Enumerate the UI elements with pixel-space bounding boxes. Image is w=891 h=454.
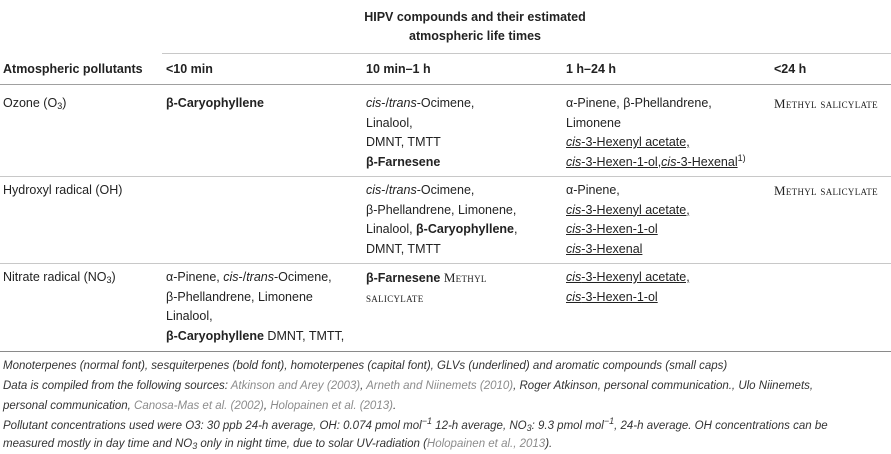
row-ozone-10min-1h-line1: cis-/trans-Ocimene, bbox=[366, 96, 475, 110]
row-oh-10min-1h-line4: DMNT, TMTT bbox=[366, 241, 441, 256]
footnote-legend: Monoterpenes (normal font), sesquiterpenes (bold font), homoterpenes (capital font), GLVs (underlined) and aromatic compounds (small caps) bbox=[3, 360, 728, 372]
row-no3-lt10min-line4: β-Caryophyllene DMNT, TMTT, bbox=[166, 328, 345, 343]
row-no3-10min-1h-line1: β-Farnesene Methyl bbox=[366, 270, 487, 285]
ref-holopainen-2013[interactable]: Holopainen et al. (2013) bbox=[270, 400, 393, 412]
row-ozone-10min-1h-line3: DMNT, TMTT bbox=[366, 135, 441, 149]
header-group-line2: atmospheric life times bbox=[409, 29, 541, 43]
row-oh-10min-1h-line3: Linalool, β-Caryophyllene, bbox=[366, 222, 518, 236]
ref-arneth-niinemets[interactable]: Arneth and Niinemets (2010) bbox=[366, 380, 514, 392]
header-bottom-rule bbox=[0, 84, 891, 85]
ref-holopainen-2013b[interactable]: Holopainen et al., 2013 bbox=[426, 438, 546, 450]
col-header-gt24h: <24 h bbox=[774, 62, 807, 76]
ref-canosa-mas[interactable]: Canosa-Mas et al. (2002) bbox=[134, 400, 264, 412]
row-ozone-pollutant: Ozone $(O_3)$ bbox=[3, 96, 67, 111]
row-ozone-10min-1h-line4: β-Farnesene bbox=[366, 154, 441, 169]
col-header-1h-24h: 1 h–24 h bbox=[566, 62, 617, 76]
row-ozone-lt10min: β-Caryophyllene bbox=[166, 96, 264, 110]
header-group-line1: HIPV compounds and their estimated bbox=[364, 10, 586, 24]
row-no3-10min-1h-line2: salicylate bbox=[366, 289, 424, 305]
row-oh-10min-1h-line1: cis-/trans-Ocimene, bbox=[366, 183, 475, 197]
row-oh-1h-24h-line2: cis-3-Hexenyl acetate, bbox=[566, 202, 690, 217]
row-ozone-gt24h: Methyl salicylate bbox=[774, 96, 878, 111]
col-header-lt10min: <10 min bbox=[166, 62, 213, 76]
header-group-title bbox=[285, 9, 665, 45]
row-ozone-1h-24h-line3: cis-3-Hexenyl acetate, bbox=[566, 135, 690, 149]
col-header-10min-1h: 10 min–1 h bbox=[366, 62, 431, 76]
row-no3-pollutant: Nitrate radical $(NO_3)$ bbox=[3, 270, 116, 285]
row-no3-1h-24h-line2: cis-3-Hexen-1-ol bbox=[566, 289, 658, 304]
row-oh-rule bbox=[0, 263, 891, 264]
row-ozone-1h-24h-line4: cis-3-Hexen-1-ol,cis-3-Hexenal$^{1)}$ bbox=[566, 152, 746, 169]
footnote-sources-line2: personal communication, Canosa-Mas et al. (2002), Holopainen et al. (2013). bbox=[3, 400, 397, 412]
row-oh-1h-24h-line1: α-Pinene, bbox=[566, 183, 620, 197]
table-bottom-rule bbox=[0, 351, 891, 352]
footnote-concentrations-line1: Pollutant concentrations used were O3: 30 ppb 24-h average, OH: 0.074 pmol mol$^{-1}$ 12-h average, $NO_3$: 9.3 pmol mol$^{-1}$, 24-h average. OH concentrations can be bbox=[3, 416, 828, 433]
row-no3-lt10min-line1: α-Pinene, cis-/trans-Ocimene, bbox=[166, 270, 332, 284]
row-oh-10min-1h-line2: β-Phellandrene, Limonene, bbox=[366, 202, 517, 217]
col-header-pollutant: Atmospheric pollutants bbox=[3, 62, 143, 76]
row-ozone-1h-24h-line2: Limonene bbox=[566, 115, 621, 130]
row-oh-pollutant: Hydroxyl radical (OH) bbox=[3, 183, 123, 197]
row-no3-lt10min-line2: β-Phellandrene, Limonene bbox=[166, 289, 313, 304]
row-no3-lt10min-line3: Linalool, bbox=[166, 309, 213, 323]
row-oh-gt24h: Methyl salicylate bbox=[774, 183, 878, 198]
row-ozone-10min-1h-line2: Linalool, bbox=[366, 115, 413, 130]
row-no3-1h-24h-line1: cis-3-Hexenyl acetate, bbox=[566, 270, 690, 284]
header-group-rule bbox=[162, 53, 891, 54]
row-ozone-1h-24h-line1: α-Pinene, β-Phellandrene, bbox=[566, 96, 712, 110]
ref-atkinson-arey[interactable]: Atkinson and Arey (2003) bbox=[230, 380, 361, 392]
row-oh-1h-24h-line4: cis-3-Hexenal bbox=[566, 241, 643, 256]
footnote-concentrations-line2: measured mostly in day time and $NO_3$ only in night time, due to solar UV-radiation (Holopainen et al., 2013). bbox=[3, 438, 553, 451]
row-oh-1h-24h-line3: cis-3-Hexen-1-ol bbox=[566, 222, 658, 236]
row-ozone-rule bbox=[0, 176, 891, 177]
footnote-sources-line1: Data is compiled from the following sources: Atkinson and Arey (2003), Arneth and Niinemets (2010), Roger Atkinson, personal communication., Ulo Niinemets, bbox=[3, 380, 814, 392]
